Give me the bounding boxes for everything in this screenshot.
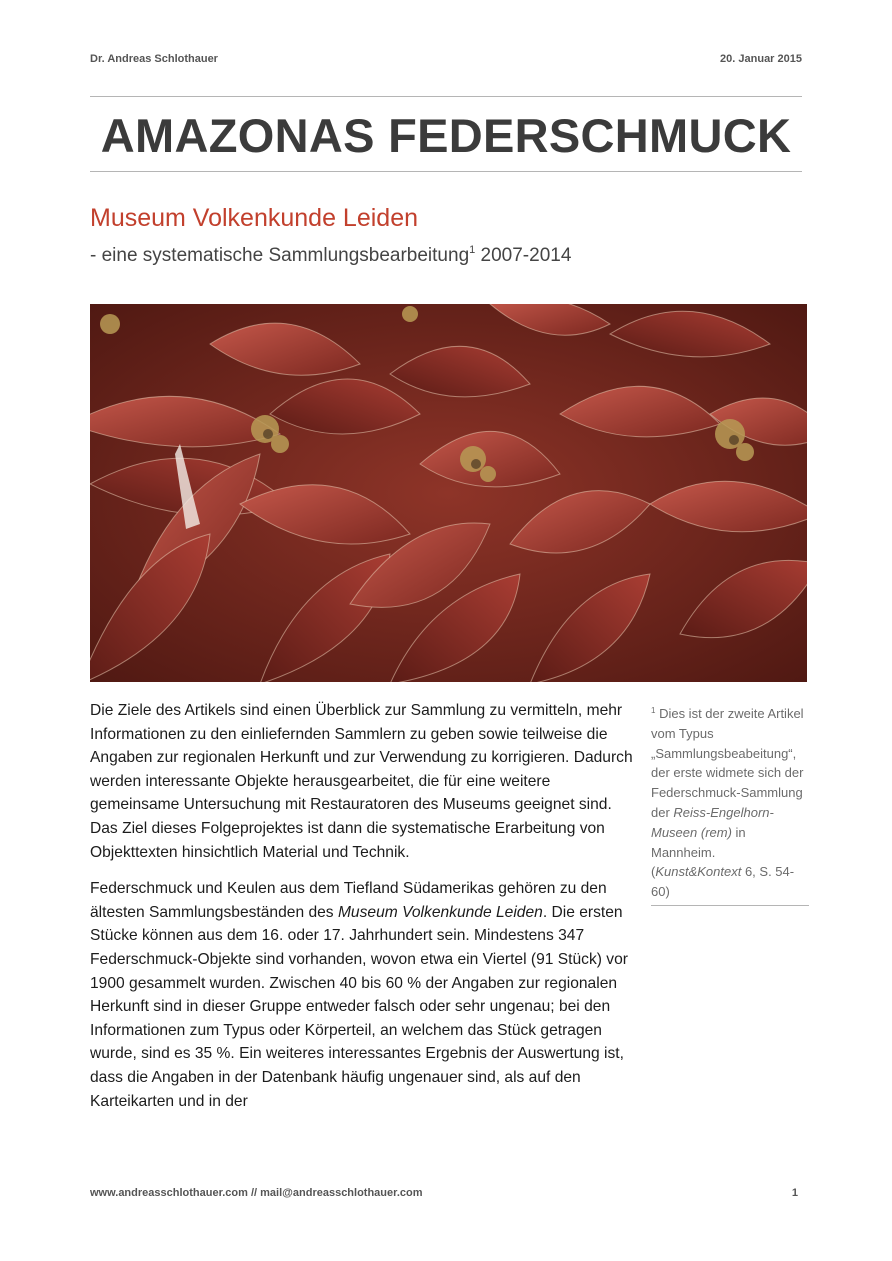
sidenote-journal: Kunst&Kontext bbox=[655, 864, 742, 880]
sidenote bbox=[651, 701, 809, 902]
subtitle-project-text: - eine systematische Sammlungsbearbeitung bbox=[90, 245, 470, 266]
body-paragraph-2-museum: Museum Volkenkunde Leiden bbox=[337, 903, 543, 921]
footer-contact: www.andreasschlothauer.com // mail@andreasschlothauer.com bbox=[90, 1187, 423, 1199]
page-number: 1 bbox=[791, 1187, 798, 1199]
body-paragraph-2-b: . Die ersten Stücke können aus dem 16. oder 17. Jahrhundert sein. Mindestens 347 Federschmuck-Objekte sind vorhanden, wovon etwa ein Viertel (91 Stück) vor 1900 gesammelt wurden. Zwischen 40 bis 60 % der Angaben zur regionalen Herkunft sind in dieser Gruppe entweder falsch oder sehr ungenau; bei den Informationen zum Typus oder Körperteil, an welchem das Stück getragen wurde, sind es 35 %. Ein weiteres interessantes Ergebnis der Auswertung ist, dass die Angaben in der Datenbank häufig ungenauer sind, als auf den Karteikarten und in der bbox=[90, 903, 628, 1110]
header-author: Dr. Andreas Schlothauer bbox=[90, 53, 218, 65]
sidenote-text-a: Dies ist der zweite Artikel vom Typus „Sammlungsbeabeitung“, der erste widmete sich der Federschmuck-Sammlung der bbox=[651, 706, 804, 820]
page-title: AMAZONAS FEDERSCHMUCK bbox=[100, 109, 792, 162]
header-date: 20. Januar 2015 bbox=[720, 53, 802, 65]
body-paragraph-2 bbox=[90, 877, 635, 1113]
title-rule bbox=[90, 171, 802, 172]
subtitle-museum: Museum Volkenkunde Leiden bbox=[90, 204, 419, 232]
body-paragraph-1: Die Ziele des Artikels sind einen Überblick zur Sammlung zu vermitteln, mehr Informationen zu den einliefernden Sammlern zu geben sowie teilweise die Angaben zur regionalen Herkunft und zur Verwendung zu korrigieren. Dadurch werden interessante Objekte herausgearbeitet, die für eine weitere gemeinsame Untersuchung mit Restauratoren des Museums geeignet sind. Das Ziel dieses Folgeprojektes ist dann die systematische Erarbeitung von Objekttexten hinsichtlich Material und Technik. bbox=[90, 702, 633, 861]
sidenote-rule bbox=[651, 905, 809, 906]
subtitle-project bbox=[90, 237, 571, 269]
subtitle-project-years: 2007-2014 bbox=[475, 245, 572, 266]
hero-image bbox=[90, 304, 807, 682]
body-column bbox=[90, 699, 635, 1126]
sidenote-text-b: in Mannheim. ( bbox=[651, 824, 746, 880]
body-paragraph-2-a: Federschmuck und Keulen aus dem Tiefland Südamerikas gehören zu den ältesten Sammlungsbeständen des bbox=[90, 880, 607, 921]
sidenote-museum: Reiss-Engelhorn-Museen (rem) bbox=[651, 804, 774, 840]
sidenote-number: 1 bbox=[651, 706, 656, 715]
footnote-ref: 1 bbox=[469, 244, 476, 256]
header-rule bbox=[90, 96, 802, 97]
sidenote-text-c: 6, S. 54-60) bbox=[651, 864, 795, 900]
feather-headdress-photo-icon bbox=[90, 304, 807, 682]
